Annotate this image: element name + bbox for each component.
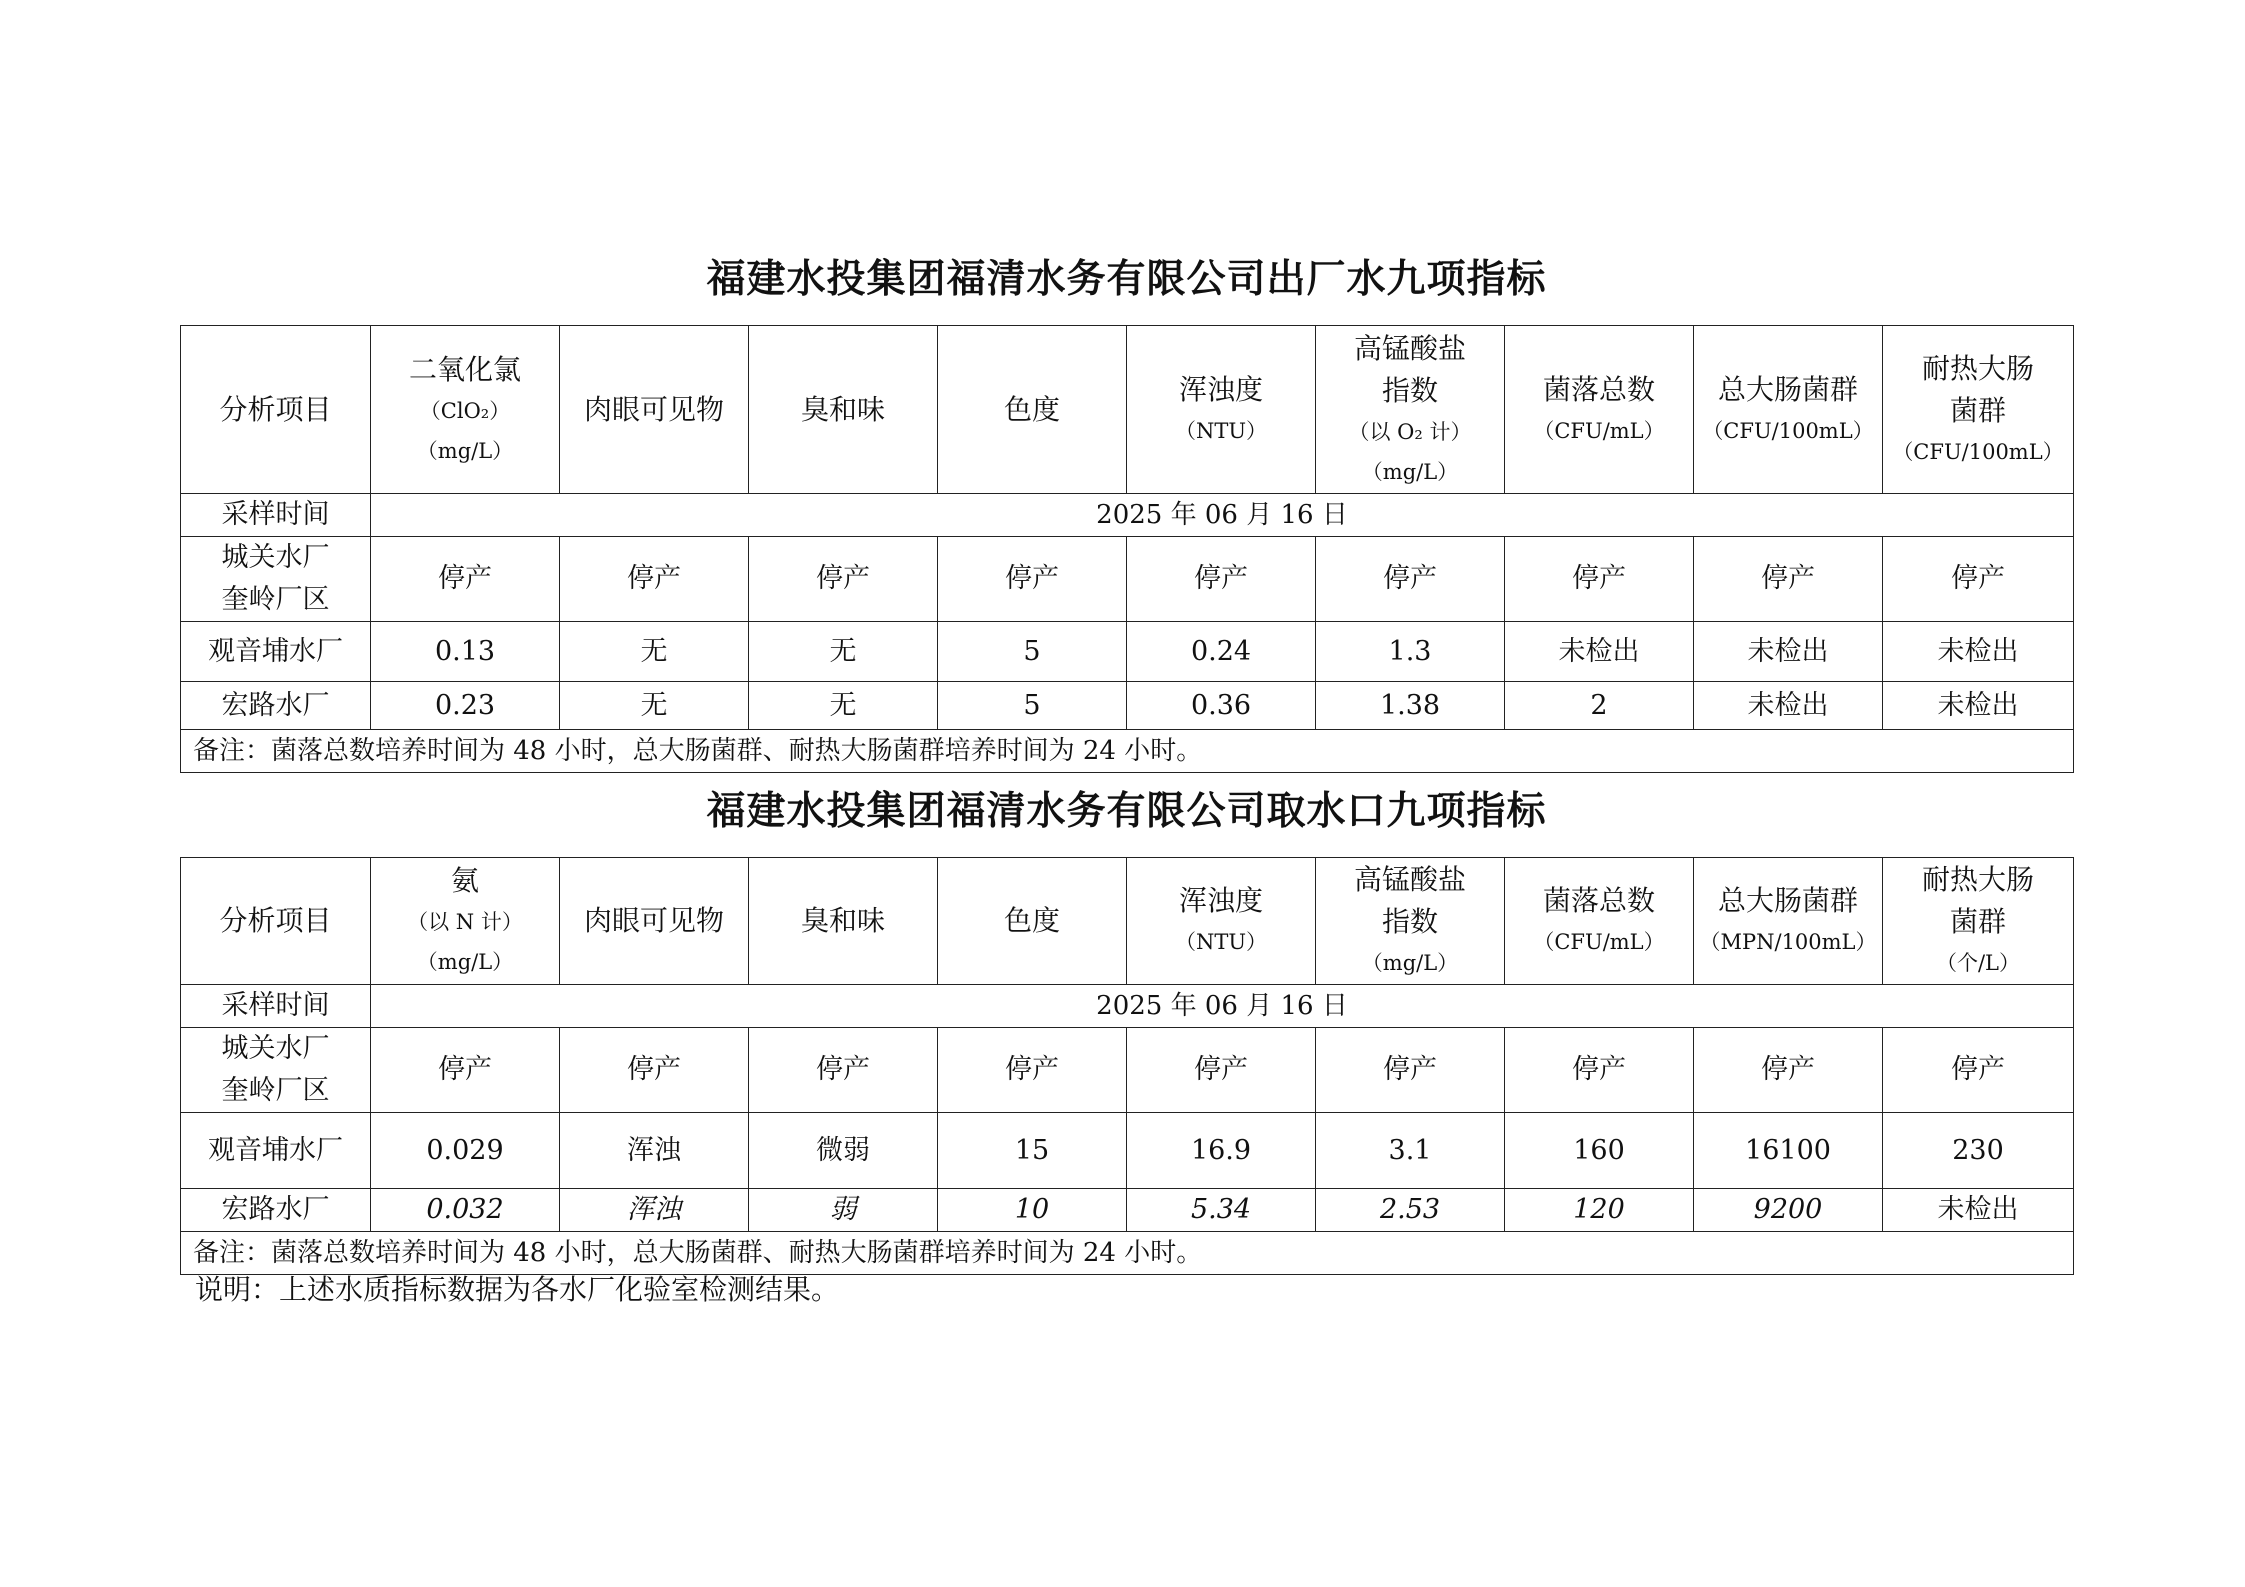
header-cell-item: 分析项目 bbox=[181, 858, 371, 985]
footnote: 说明：上述水质指标数据为各水厂化验室检测结果。 bbox=[195, 1273, 840, 1306]
value-cell: 未检出 bbox=[1694, 622, 1883, 682]
value-cell: 9200 bbox=[1694, 1189, 1883, 1232]
value-cell: 停产 bbox=[749, 1028, 938, 1113]
outlet-table-title: 福建水投集团福清水务有限公司出厂水九项指标 bbox=[706, 257, 1547, 302]
value-cell: 未检出 bbox=[1883, 682, 2074, 730]
sampling-date: 2025 年 06 月 16 日 bbox=[371, 494, 2074, 537]
value-cell: 无 bbox=[560, 622, 749, 682]
value-cell: 2 bbox=[1505, 682, 1694, 730]
value-cell: 停产 bbox=[371, 1028, 560, 1113]
header-cell-turbidity: 浑浊度 （NTU） bbox=[1127, 326, 1316, 494]
note-text: 备注：菌落总数培养时间为 48 小时，总大肠菌群、耐热大肠菌群培养时间为 24 小时。 bbox=[181, 730, 2074, 773]
value-cell: 停产 bbox=[1694, 537, 1883, 622]
value-cell: 停产 bbox=[1127, 1028, 1316, 1113]
value-cell: 浑浊 bbox=[560, 1113, 749, 1189]
value-cell: 0.13 bbox=[371, 622, 560, 682]
value-cell: 2.53 bbox=[1316, 1189, 1505, 1232]
note-text: 备注：菌落总数培养时间为 48 小时，总大肠菌群、耐热大肠菌群培养时间为 24 小时。 bbox=[181, 1232, 2074, 1275]
header-cell-turbidity: 浑浊度 （NTU） bbox=[1127, 858, 1316, 985]
header-cell-chlorine-dioxide: 二氧化氯 （ClO₂） （mg/L） bbox=[371, 326, 560, 494]
header-cell-ammonia: 氨 （以 N 计） （mg/L） bbox=[371, 858, 560, 985]
plant-name-cell: 观音埔水厂 bbox=[181, 1113, 371, 1189]
value-cell: 停产 bbox=[938, 1028, 1127, 1113]
header-cell-total-colonies: 菌落总数 （CFU/mL） bbox=[1505, 858, 1694, 985]
value-cell: 1.38 bbox=[1316, 682, 1505, 730]
value-cell: 停产 bbox=[938, 537, 1127, 622]
table-row bbox=[181, 1189, 2074, 1232]
value-cell: 16100 bbox=[1694, 1113, 1883, 1189]
table-row bbox=[181, 622, 2074, 682]
note-row bbox=[181, 1232, 2074, 1275]
value-cell: 未检出 bbox=[1505, 622, 1694, 682]
header-cell-permanganate-index: 高锰酸盐 指数 （以 O₂ 计） （mg/L） bbox=[1316, 326, 1505, 494]
header-cell-color: 色度 bbox=[938, 326, 1127, 494]
header-cell-item: 分析项目 bbox=[181, 326, 371, 494]
plant-name-cell: 宏路水厂 bbox=[181, 682, 371, 730]
value-cell: 停产 bbox=[1127, 537, 1316, 622]
table-row bbox=[181, 682, 2074, 730]
value-cell: 0.36 bbox=[1127, 682, 1316, 730]
value-cell: 230 bbox=[1883, 1113, 2074, 1189]
header-cell-color: 色度 bbox=[938, 858, 1127, 985]
header-cell-odor-taste: 臭和味 bbox=[749, 326, 938, 494]
value-cell: 停产 bbox=[1883, 537, 2074, 622]
value-cell: 停产 bbox=[371, 537, 560, 622]
value-cell: 无 bbox=[560, 682, 749, 730]
header-row bbox=[181, 858, 2074, 985]
value-cell: 停产 bbox=[560, 537, 749, 622]
value-cell: 15 bbox=[938, 1113, 1127, 1189]
intake-table-title: 福建水投集团福清水务有限公司取水口九项指标 bbox=[706, 789, 1547, 834]
value-cell: 停产 bbox=[1505, 1028, 1694, 1113]
value-cell: 10 bbox=[938, 1189, 1127, 1232]
value-cell: 0.032 bbox=[371, 1189, 560, 1232]
value-cell: 弱 bbox=[749, 1189, 938, 1232]
sampling-time-row bbox=[181, 985, 2074, 1028]
table-row bbox=[181, 1028, 2074, 1113]
sampling-time-label: 采样时间 bbox=[181, 494, 371, 537]
value-cell: 停产 bbox=[749, 537, 938, 622]
intake-water-table bbox=[180, 857, 2074, 1275]
value-cell: 停产 bbox=[1883, 1028, 2074, 1113]
value-cell: 停产 bbox=[1694, 1028, 1883, 1113]
header-cell-visible-matter: 肉眼可见物 bbox=[560, 326, 749, 494]
table-row bbox=[181, 1113, 2074, 1189]
plant-name-cell: 宏路水厂 bbox=[181, 1189, 371, 1232]
value-cell: 未检出 bbox=[1883, 1189, 2074, 1232]
plant-name-cell: 城关水厂 奎岭厂区 bbox=[181, 537, 371, 622]
value-cell: 5 bbox=[938, 622, 1127, 682]
value-cell: 无 bbox=[749, 682, 938, 730]
header-cell-permanganate-index: 高锰酸盐 指数 （mg/L） bbox=[1316, 858, 1505, 985]
table-row bbox=[181, 537, 2074, 622]
value-cell: 停产 bbox=[560, 1028, 749, 1113]
value-cell: 无 bbox=[749, 622, 938, 682]
sampling-time-row bbox=[181, 494, 2074, 537]
value-cell: 未检出 bbox=[1883, 622, 2074, 682]
plant-name-cell: 观音埔水厂 bbox=[181, 622, 371, 682]
value-cell: 停产 bbox=[1316, 1028, 1505, 1113]
plant-name-cell: 城关水厂 奎岭厂区 bbox=[181, 1028, 371, 1113]
value-cell: 120 bbox=[1505, 1189, 1694, 1232]
value-cell: 1.3 bbox=[1316, 622, 1505, 682]
header-cell-total-colonies: 菌落总数 （CFU/mL） bbox=[1505, 326, 1694, 494]
value-cell: 停产 bbox=[1316, 537, 1505, 622]
note-row bbox=[181, 730, 2074, 773]
outlet-water-table bbox=[180, 325, 2074, 773]
value-cell: 5.34 bbox=[1127, 1189, 1316, 1232]
header-cell-visible-matter: 肉眼可见物 bbox=[560, 858, 749, 985]
value-cell: 0.029 bbox=[371, 1113, 560, 1189]
header-cell-total-coliforms: 总大肠菌群 （CFU/100mL） bbox=[1694, 326, 1883, 494]
value-cell: 未检出 bbox=[1694, 682, 1883, 730]
header-cell-thermotolerant-coliforms: 耐热大肠 菌群 （个/L） bbox=[1883, 858, 2074, 985]
value-cell: 16.9 bbox=[1127, 1113, 1316, 1189]
header-row bbox=[181, 326, 2074, 494]
value-cell: 微弱 bbox=[749, 1113, 938, 1189]
header-cell-thermotolerant-coliforms: 耐热大肠 菌群 （CFU/100mL） bbox=[1883, 326, 2074, 494]
sampling-date: 2025 年 06 月 16 日 bbox=[371, 985, 2074, 1028]
value-cell: 3.1 bbox=[1316, 1113, 1505, 1189]
value-cell: 160 bbox=[1505, 1113, 1694, 1189]
value-cell: 5 bbox=[938, 682, 1127, 730]
value-cell: 浑浊 bbox=[560, 1189, 749, 1232]
header-cell-total-coliforms: 总大肠菌群 （MPN/100mL） bbox=[1694, 858, 1883, 985]
value-cell: 0.24 bbox=[1127, 622, 1316, 682]
sampling-time-label: 采样时间 bbox=[181, 985, 371, 1028]
value-cell: 0.23 bbox=[371, 682, 560, 730]
value-cell: 停产 bbox=[1505, 537, 1694, 622]
header-cell-odor-taste: 臭和味 bbox=[749, 858, 938, 985]
